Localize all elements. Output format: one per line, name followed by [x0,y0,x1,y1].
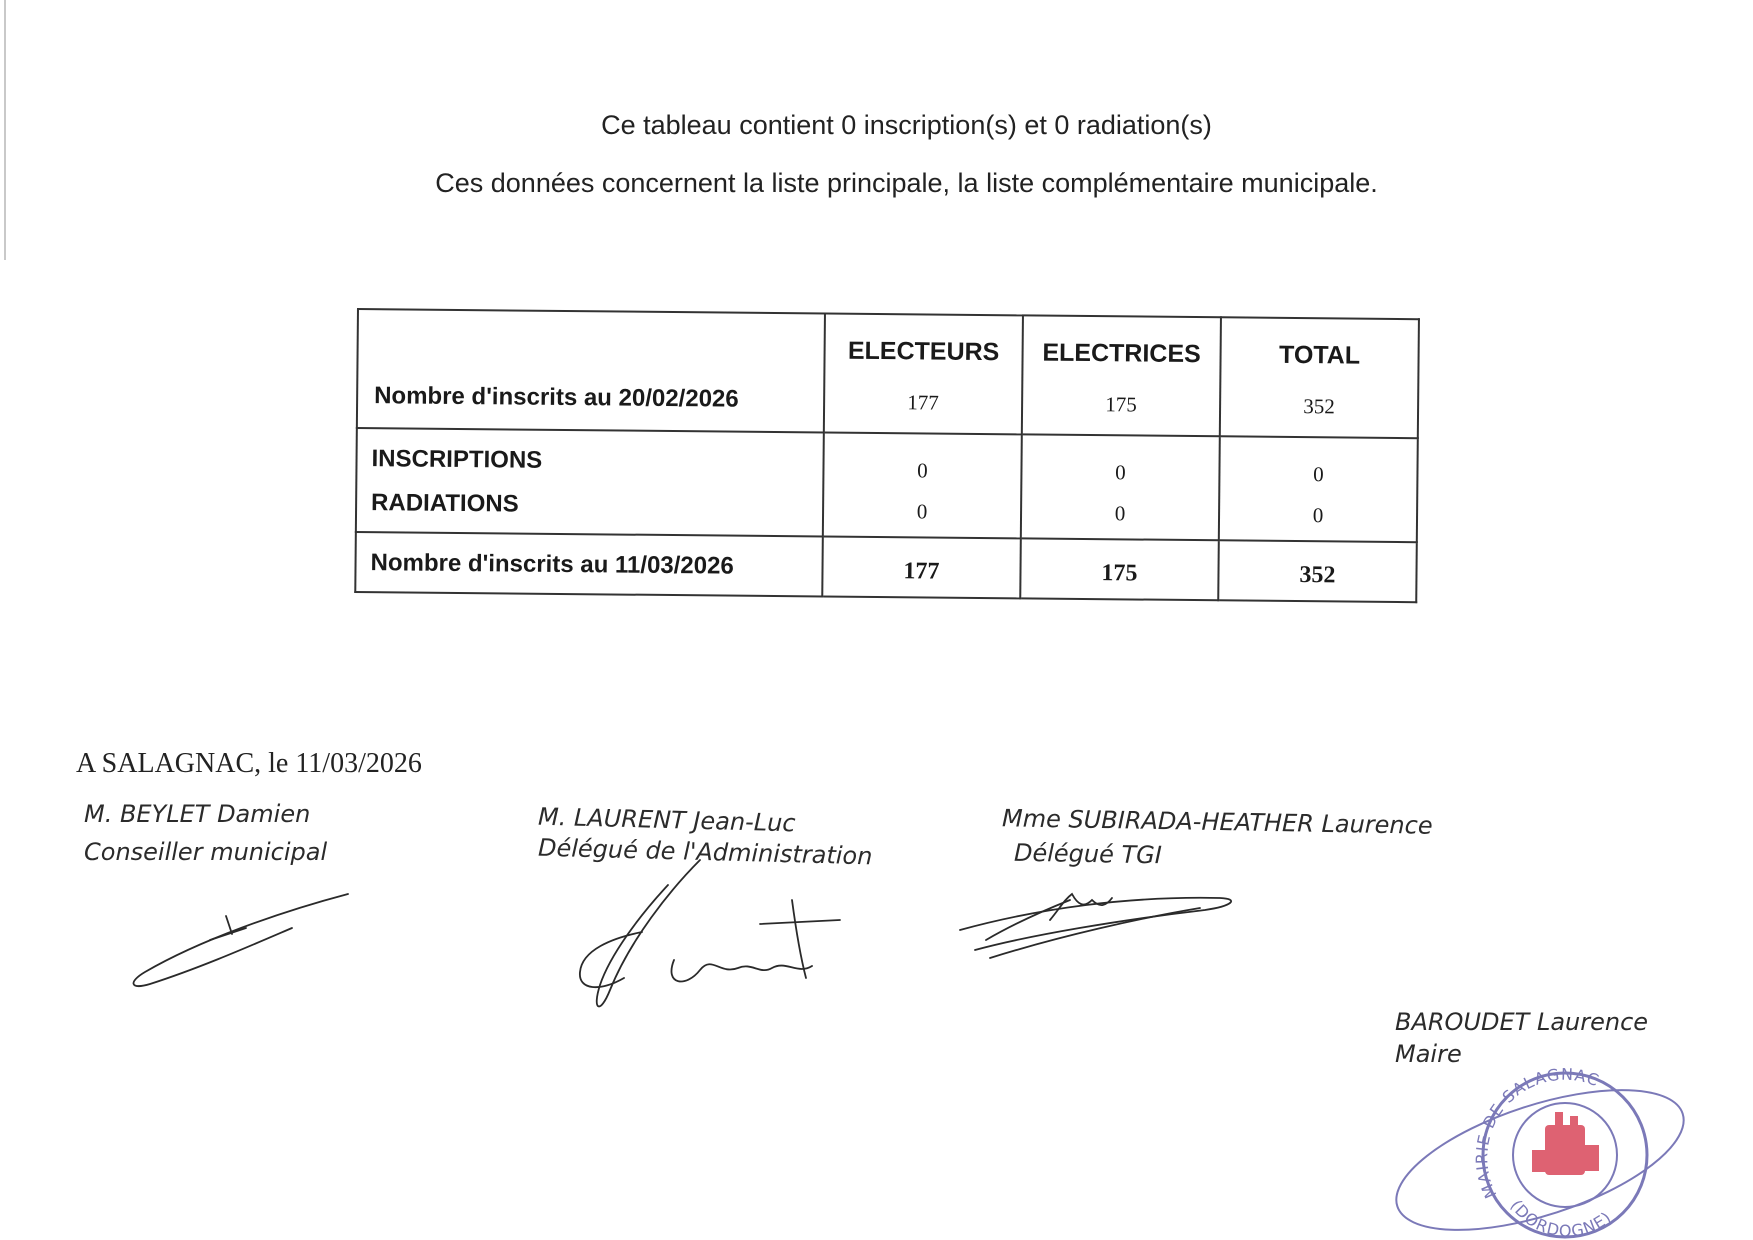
signatory-1-role: Conseiller municipal [84,838,328,866]
signatory-4-role: Maire [1395,1040,1462,1068]
summary-line-1: Ce tableau contient 0 inscription(s) et 0 radiation(s) [601,110,1212,140]
initial-electrices: 175 [1105,392,1137,417]
final-total: 352 [1299,562,1336,589]
stamp-text: MAIRIE DE SALAGNAC [1472,1064,1602,1202]
signatory-3-role: Délégué TGI [1013,838,1163,870]
radiations-total: 0 [1312,503,1324,528]
signature-2 [580,860,840,1006]
svg-text:(DORDOGNE) [1507,1196,1616,1240]
inscriptions-electeurs: 0 [917,458,928,483]
stamp-subtext: (DORDOGNE) [1506,1196,1616,1240]
signatory-3-name: Mme SUBIRADA-HEATHER Laurence [1001,804,1433,840]
signatory-1-name: M. BEYLET Damien [84,800,311,828]
initial-label: Nombre d'inscrits au 20/02/2026 [374,382,739,413]
inscriptions-electrices: 0 [1115,460,1126,485]
header-total: TOTAL [1278,340,1361,370]
place-date: A SALAGNAC, le 11/03/2026 [76,748,422,779]
initial-electeurs: 177 [907,390,939,415]
final-electeurs: 177 [903,558,940,585]
initial-total: 352 [1303,394,1335,419]
radiations-label: RADIATIONS [371,489,519,518]
radiations-electrices: 0 [1114,501,1126,526]
radiations-electeurs: 0 [916,499,928,524]
header-electrices: ELECTRICES [1042,338,1201,369]
final-electrices: 175 [1101,560,1138,587]
inscriptions-label: INSCRIPTIONS [371,445,543,474]
signatory-2-role: Délégué de l'Administration [537,833,873,871]
signature-3 [960,894,1231,958]
signature-1 [134,894,348,986]
header-electeurs: ELECTEURS [847,336,1000,367]
summary-line-2: Ces données concernent la liste principale, la liste complémentaire municipale. [435,168,1378,198]
signatory-4-name: BAROUDET Laurence [1395,1008,1649,1036]
inscriptions-total: 0 [1313,462,1324,487]
official-stamp [1380,1061,1699,1240]
final-label: Nombre d'inscrits au 11/03/2026 [370,549,734,580]
signatory-2-name: M. LAURENT Jean-Luc [537,802,796,838]
